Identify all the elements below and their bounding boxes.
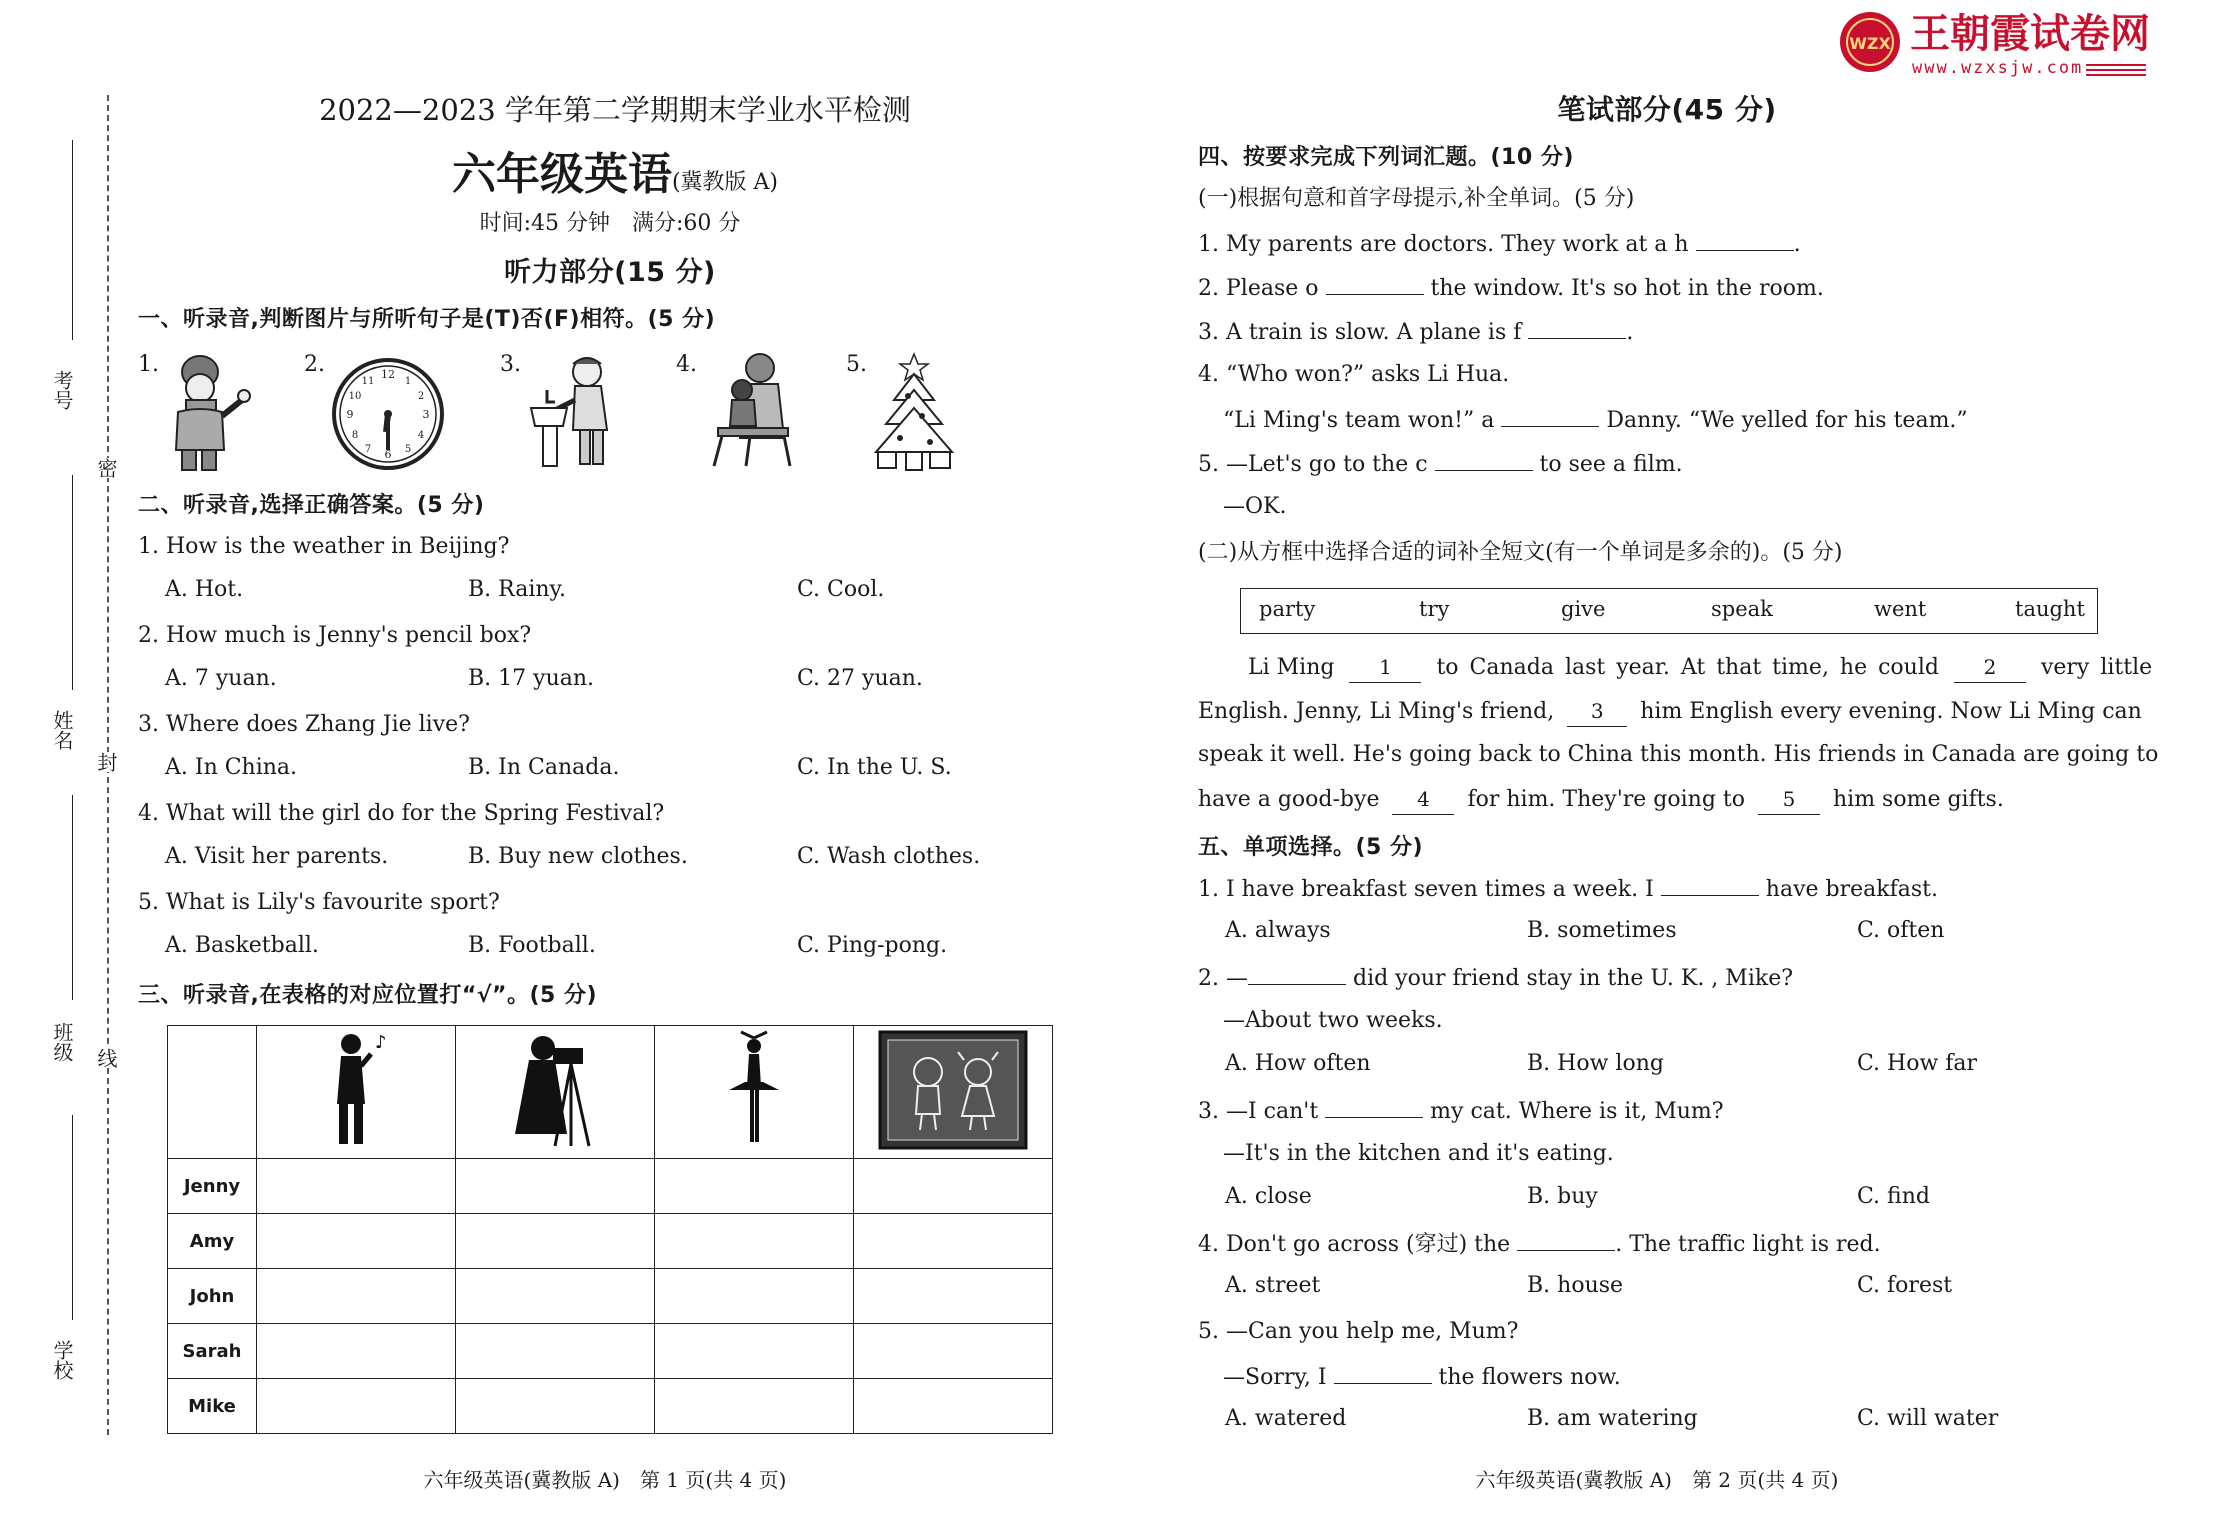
row-label: John [189, 1285, 235, 1307]
s2-q2-option-b[interactable]: B. 17 yuan. [468, 666, 595, 691]
s5-q2-text: 2. — [1198, 966, 1248, 991]
passage-line-1 [1248, 652, 2152, 683]
s1-num-5: 5. [846, 352, 867, 377]
s5-q3-option-a[interactable]: A. close [1225, 1184, 1312, 1209]
svg-text:1: 1 [404, 376, 412, 387]
svg-text:11: 11 [361, 376, 375, 387]
s2-q3-option-b[interactable]: B. In Canada. [468, 755, 620, 780]
s4-q5-reply: —OK. [1223, 494, 1287, 519]
row-label: Sarah [182, 1340, 242, 1362]
s4-q3-text: 3. A train is slow. A plane is f [1198, 320, 1522, 345]
ballet-dancer-icon [719, 1030, 789, 1150]
answer-cell[interactable] [456, 1159, 655, 1214]
header-photography-cell [456, 1026, 655, 1159]
passage-line-3: speak it well. He's going back to China this month. His friends in Canada are going to [1198, 742, 2159, 767]
row-name-sarah [168, 1324, 257, 1379]
s5-q4-blank[interactable] [1517, 1228, 1615, 1251]
s5-q3-text: 3. —I can't [1198, 1099, 1319, 1124]
passage-blank-2[interactable]: 2 [1954, 652, 2026, 683]
s4-q4-blank[interactable] [1501, 404, 1599, 427]
answer-cell[interactable] [257, 1214, 456, 1269]
s5-q5-option-b[interactable]: B. am watering [1527, 1406, 1698, 1431]
s5-q4-option-a[interactable]: A. street [1225, 1273, 1321, 1298]
header-drawing-cell [854, 1026, 1053, 1159]
svg-text:5: 5 [404, 444, 412, 455]
chalkboard-drawing-icon [878, 1030, 1028, 1150]
s2-q3: 3. Where does Zhang Jie live? [138, 712, 470, 737]
written-part-title: 笔试部分(45 分) [1557, 93, 1777, 126]
s5-q1 [1198, 873, 1938, 905]
word-option: taught [2015, 597, 2085, 621]
s5-q1-option-b[interactable]: B. sometimes [1527, 918, 1677, 943]
passage-line-4 [1198, 784, 2004, 815]
s5-q3-blank[interactable] [1325, 1095, 1423, 1118]
s1-num-2: 2. [304, 352, 325, 377]
s5-q5-blank[interactable] [1334, 1361, 1432, 1384]
header-ballet-cell [655, 1026, 854, 1159]
passage-text: him English every evening. Now Li Ming can [1640, 699, 2142, 724]
logo-title: 王朝霞试卷网 [1910, 11, 2150, 57]
singer-icon [321, 1030, 391, 1150]
s4-q1 [1198, 228, 1801, 260]
answer-cell[interactable] [854, 1324, 1053, 1379]
s5-q2-option-a[interactable]: A. How often [1225, 1051, 1371, 1076]
christmas-tree-icon [868, 350, 960, 472]
answer-cell[interactable] [854, 1214, 1053, 1269]
s4-q4-text: “Li Ming's team won!” a [1223, 408, 1495, 433]
answer-cell[interactable] [257, 1379, 456, 1434]
s4-q4-line2 [1223, 404, 1968, 436]
passage-text: for him. They're going to [1467, 787, 1745, 812]
svg-text:♪: ♪ [375, 1032, 387, 1053]
listening-part-title: 听力部分(15 分) [504, 257, 716, 288]
svg-text:10: 10 [348, 391, 362, 402]
s5-q2-reply: —About two weeks. [1223, 1008, 1443, 1033]
exam-meta: 时间:45 分钟 满分:60 分 [479, 211, 741, 236]
svg-text:3: 3 [422, 408, 430, 421]
main-title-row [0, 138, 1230, 202]
passage-text: very little [2040, 655, 2153, 680]
seal-char-feng: 封 [92, 752, 121, 772]
s2-q1-option-a[interactable]: A. Hot. [165, 577, 244, 602]
table-corner [168, 1026, 257, 1159]
s4-q4-end: Danny. “We yelled for his team.” [1606, 408, 1968, 433]
svg-text:12: 12 [381, 368, 395, 381]
s4-q1-blank[interactable] [1696, 228, 1794, 251]
s1-num-4: 4. [676, 352, 697, 377]
s4-q4-line1: 4. “Who won?” asks Li Hua. [1198, 362, 1510, 387]
s4-q2-blank[interactable] [1326, 272, 1424, 295]
s4-q3-end: . [1626, 320, 1634, 345]
s5-q1-option-a[interactable]: A. always [1225, 918, 1331, 943]
svg-text:2: 2 [417, 391, 425, 402]
row-label: Jenny [183, 1175, 241, 1197]
s5-heading: 五、单项选择。(5 分) [1198, 835, 1424, 860]
washing-hands-icon [525, 350, 625, 470]
s4-q1-text: 1. My parents are doctors. They work at a h [1198, 232, 1689, 257]
s2-q1: 1. How is the weather in Beijing? [138, 534, 510, 559]
svg-text:4: 4 [417, 430, 425, 441]
s2-q2-option-a[interactable]: A. 7 yuan. [165, 666, 277, 691]
s4-sub1: (一)根据句意和首字母提示,补全单词。(5 分) [1198, 186, 1635, 211]
s4-q2-text: 2. Please o [1198, 276, 1319, 301]
passage-text: English. Jenny, Li Ming's friend, [1198, 699, 1555, 724]
s2-q3-option-a[interactable]: A. In China. [165, 755, 298, 780]
s5-q4 [1198, 1228, 1881, 1260]
svg-text:7: 7 [364, 444, 372, 455]
s4-q5-end: to see a film. [1539, 452, 1683, 477]
s4-q5 [1198, 448, 1683, 480]
answer-cell[interactable] [655, 1269, 854, 1324]
answer-cell[interactable] [655, 1159, 854, 1214]
s5-q1-blank[interactable] [1661, 873, 1759, 896]
s5-q3-end: my cat. Where is it, Mum? [1430, 1099, 1724, 1124]
row-label: Amy [189, 1230, 235, 1252]
answer-cell[interactable] [257, 1269, 456, 1324]
s2-q5-option-a[interactable]: A. Basketball. [165, 933, 319, 958]
s5-q4-option-c[interactable]: C. forest [1857, 1273, 1953, 1298]
winter-boy-icon [158, 350, 258, 475]
word-option: give [1561, 597, 1606, 621]
header-singing-cell [257, 1026, 456, 1159]
passage-blank-4[interactable]: 4 [1392, 784, 1454, 815]
s4-q5-text: 5. —Let's go to the c [1198, 452, 1428, 477]
page-2 [1107, 0, 2214, 1535]
s5-q2-blank[interactable] [1248, 962, 1346, 985]
row-name-amy [168, 1214, 257, 1269]
word-box [1240, 588, 2098, 634]
passage-text: Li Ming [1248, 655, 1335, 680]
row-name-mike [168, 1379, 257, 1434]
s5-q2-option-c[interactable]: C. How far [1857, 1051, 1978, 1076]
s5-q2-option-b[interactable]: B. How long [1527, 1051, 1664, 1076]
s2-q5-option-c[interactable]: C. Ping-pong. [797, 933, 948, 958]
s1-heading: 一、听录音,判断图片与所听句子是(T)否(F)相符。(5 分) [138, 307, 716, 332]
s4-q1-end: . [1793, 232, 1801, 257]
page-1-footer: 六年级英语(冀教版 A) 第 1 页(共 4 页) [423, 1468, 787, 1492]
s2-q1-option-c[interactable]: C. Cool. [797, 577, 885, 602]
passage-text: him some gifts. [1832, 787, 2004, 812]
word-option: party [1259, 597, 1316, 621]
s5-q1-option-c[interactable]: C. often [1857, 918, 1945, 943]
logo-url: www.wzxsjw.com [1912, 58, 2084, 78]
passage-text: to Canada last year. At that time, he could [1436, 655, 1939, 680]
s5-q5-text: —Sorry, I [1223, 1365, 1327, 1390]
exam-year-title: 2022—2023 学年第二学期期末学业水平检测 [319, 93, 911, 127]
answer-cell[interactable] [257, 1159, 456, 1214]
word-option: speak [1711, 597, 1773, 621]
passage-line-2 [1198, 696, 2142, 727]
s2-q2-option-c[interactable]: C. 27 yuan. [797, 666, 923, 691]
row-name-john [168, 1269, 257, 1324]
answer-cell[interactable] [456, 1214, 655, 1269]
s2-q5: 5. What is Lily's favourite sport? [138, 890, 500, 915]
camera-tripod-icon [505, 1030, 605, 1150]
s4-q2-end: the window. It's so hot in the room. [1430, 276, 1824, 301]
s5-q4-end: . The traffic light is red. [1615, 1232, 1881, 1257]
seal-char-mi: 密 [92, 458, 121, 478]
s1-num-3: 3. [500, 352, 521, 377]
s1-num-1: 1. [138, 352, 159, 377]
seal-char-xian: 线 [92, 1048, 121, 1068]
row-name-jenny [168, 1159, 257, 1214]
answer-cell[interactable] [655, 1214, 854, 1269]
s2-heading: 二、听录音,选择正确答案。(5 分) [138, 493, 485, 518]
s2-q2: 2. How much is Jenny's pencil box? [138, 623, 532, 648]
word-option: went [1874, 597, 1927, 621]
s2-q3-option-c[interactable]: C. In the U. S. [797, 755, 952, 780]
s5-q3-option-b[interactable]: B. buy [1527, 1184, 1598, 1209]
s5-q4-text: 4. Don't go across (穿过) the [1198, 1232, 1511, 1257]
answer-cell[interactable] [854, 1159, 1053, 1214]
answer-cell[interactable] [257, 1324, 456, 1379]
s5-q3-reply: —It's in the kitchen and it's eating. [1223, 1141, 1614, 1166]
s5-q5-option-a[interactable]: A. watered [1225, 1406, 1347, 1431]
s2-q1-option-b[interactable]: B. Rainy. [468, 577, 567, 602]
row-label: Mike [188, 1395, 236, 1417]
answer-cell[interactable] [456, 1269, 655, 1324]
answer-cell[interactable] [456, 1379, 655, 1434]
s5-q4-option-b[interactable]: B. house [1527, 1273, 1624, 1298]
label-school: 学校 [50, 1340, 74, 1380]
page-2-footer: 六年级英语(冀教版 A) 第 2 页(共 4 页) [1475, 1468, 1839, 1492]
answer-cell[interactable] [854, 1379, 1053, 1434]
s5-q5-option-c[interactable]: C. will water [1857, 1406, 1999, 1431]
s4-sub2: (二)从方框中选择合适的词补全短文(有一个单词是多余的)。(5 分) [1198, 540, 1843, 565]
answer-cell[interactable] [456, 1324, 655, 1379]
s5-q2 [1198, 962, 1793, 994]
s5-q5-end: the flowers now. [1438, 1365, 1621, 1390]
s5-q3-option-c[interactable]: C. find [1857, 1184, 1930, 1209]
s3-heading: 三、听录音,在表格的对应位置打“√”。(5 分) [138, 983, 598, 1008]
s5-q2-end: did your friend stay in the U. K. , Mike? [1352, 966, 1794, 991]
s2-q4: 4. What will the girl do for the Spring Festival? [138, 801, 665, 826]
label-exam-number: 考号 [50, 370, 74, 410]
s4-q3-blank[interactable] [1528, 316, 1626, 339]
svg-text:6: 6 [384, 448, 392, 461]
answer-cell[interactable] [655, 1324, 854, 1379]
s5-q1-text: 1. I have breakfast seven times a week. I [1198, 877, 1654, 902]
passage-text: have a good-bye [1198, 787, 1380, 812]
s2-q4-option-a[interactable]: A. Visit her parents. [165, 844, 389, 869]
clock-icon [330, 356, 446, 472]
label-class: 班级 [50, 1022, 74, 1062]
label-name: 姓名 [50, 710, 74, 750]
listening-table [167, 1025, 1053, 1434]
svg-text:8: 8 [351, 430, 359, 441]
s5-q1-end: have breakfast. [1765, 877, 1938, 902]
s4-q5-blank[interactable] [1435, 448, 1533, 471]
s5-q3 [1198, 1095, 1724, 1127]
s4-q3 [1198, 316, 1633, 348]
s5-q5-reply [1223, 1361, 1621, 1393]
s5-q5: 5. —Can you help me, Mum? [1198, 1319, 1519, 1344]
passage-blank-1[interactable]: 1 [1349, 652, 1421, 683]
s4-q2 [1198, 272, 1824, 304]
svg-text:9: 9 [346, 408, 354, 421]
passage-blank-5[interactable]: 5 [1758, 784, 1820, 815]
svg-text:WZX: WZX [1849, 34, 1891, 53]
answer-cell[interactable] [854, 1269, 1053, 1324]
passage-blank-3[interactable]: 3 [1567, 696, 1627, 727]
main-title: 六年级英语 [451, 149, 672, 200]
edition: (冀教版 A) [671, 170, 779, 195]
answer-cell[interactable] [655, 1379, 854, 1434]
word-option: try [1419, 597, 1450, 621]
s2-q5-option-b[interactable]: B. Football. [468, 933, 596, 958]
s2-q4-option-c[interactable]: C. Wash clothes. [797, 844, 981, 869]
s2-q4-option-b[interactable]: B. Buy new clothes. [468, 844, 688, 869]
grandma-child-icon [700, 348, 796, 470]
s4-heading: 四、按要求完成下列词汇题。(10 分) [1198, 145, 1574, 170]
